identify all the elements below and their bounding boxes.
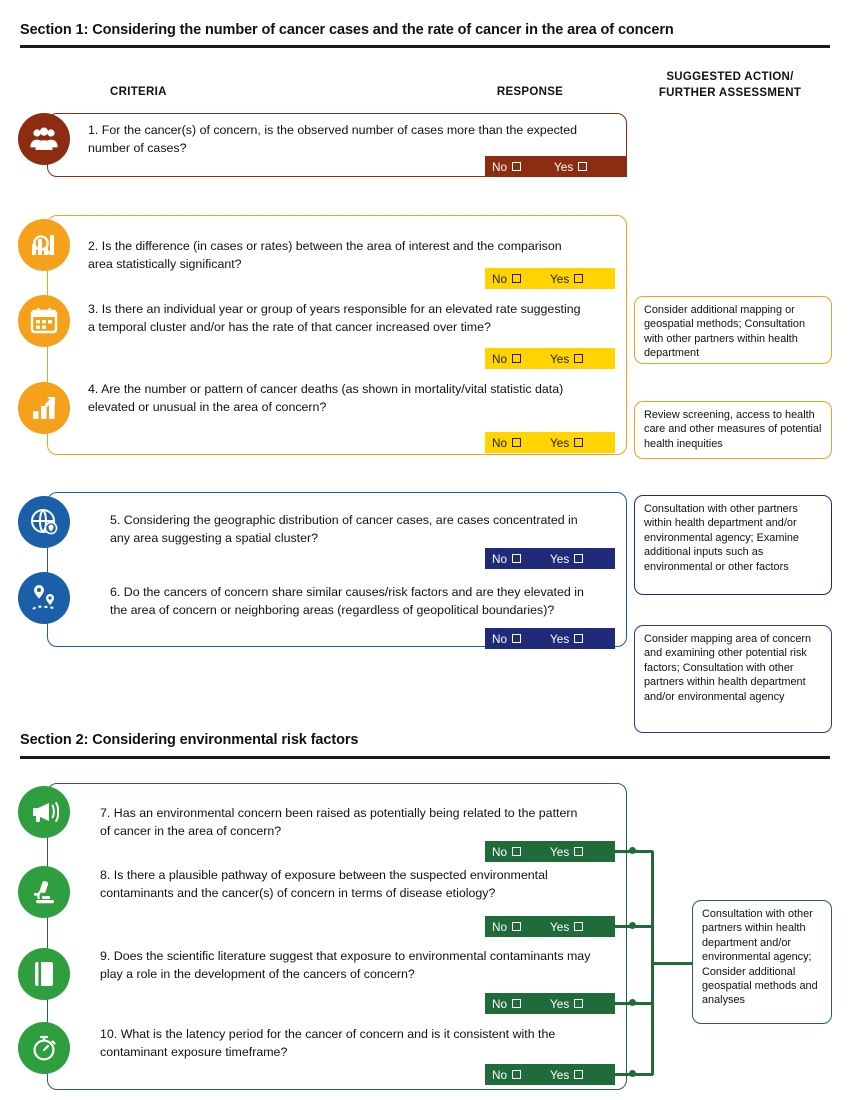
criteria-row-7 bbox=[100, 805, 590, 841]
connector-dot-9 bbox=[629, 999, 636, 1006]
response-no-2-label: No bbox=[492, 271, 508, 286]
icon-chart-magnifier bbox=[18, 219, 70, 271]
criteria-8-number: 8. bbox=[100, 868, 111, 882]
response-no-9[interactable] bbox=[485, 993, 543, 1014]
icon-globe-pin bbox=[18, 496, 70, 548]
criteria-10-text: What is the latency period for the cancer of concern and is it consistent with the contaminant exposure timeframe? bbox=[100, 1027, 556, 1059]
response-yes-6[interactable] bbox=[543, 628, 590, 649]
criteria-1-text: For the cancer(s) of concern, is the observed number of cases more than the expected number of cases? bbox=[88, 123, 578, 155]
response-yes-9-label: Yes bbox=[550, 996, 570, 1011]
response-criteria-10[interactable] bbox=[485, 1064, 615, 1085]
response-no-5-label: No bbox=[492, 551, 508, 566]
response-yes-8[interactable] bbox=[543, 916, 590, 937]
checkbox-yes-2[interactable] bbox=[574, 274, 583, 283]
criteria-1-number: 1. bbox=[88, 123, 99, 137]
response-criteria-4[interactable] bbox=[485, 432, 615, 453]
response-criteria-9[interactable] bbox=[485, 993, 615, 1014]
criteria-3-number: 3. bbox=[88, 302, 99, 316]
criteria-row-10 bbox=[100, 1026, 595, 1062]
response-no-6[interactable] bbox=[485, 628, 543, 649]
response-criteria-8[interactable] bbox=[485, 916, 615, 937]
response-criteria-6[interactable] bbox=[485, 628, 615, 649]
response-no-9-label: No bbox=[492, 996, 508, 1011]
criteria-8-text: Is there a plausible pathway of exposure between the suspected environmental contaminants and the cancer(s) of concern in terms of disease etiology? bbox=[100, 868, 548, 900]
response-yes-8-label: Yes bbox=[550, 919, 570, 934]
checkbox-yes-1[interactable] bbox=[578, 162, 587, 171]
response-yes-10-label: Yes bbox=[550, 1067, 570, 1082]
response-no-8-label: No bbox=[492, 919, 508, 934]
checkbox-yes-3[interactable] bbox=[574, 354, 583, 363]
note-navy-1: Consider mapping area of concern and examining other potential risk factors; Consultation with other partners within health department and/or environmental agency bbox=[634, 625, 832, 733]
criteria-row-6 bbox=[110, 584, 602, 620]
response-no-4[interactable] bbox=[485, 432, 543, 453]
criteria-4-number: 4. bbox=[88, 382, 99, 396]
checkbox-yes-6[interactable] bbox=[574, 634, 583, 643]
criteria-4-text: Are the number or pattern of cancer deaths (as shown in mortality/vital statistic data) elevated or unusual in the area of concern? bbox=[88, 382, 564, 414]
criteria-6-text: Do the cancers of concern share similar causes/risk factors and are they elevated in the area of concern or neighboring areas (regardless of geopolitical boundaries)? bbox=[110, 585, 584, 617]
icon-people-group bbox=[18, 113, 70, 165]
response-criteria-7[interactable] bbox=[485, 841, 615, 862]
criteria-3-text: Is there an individual year or group of years responsible for an elevated rate suggesting a temporal cluster and/or has the rate of that cancer increased over time? bbox=[88, 302, 581, 334]
checkbox-no-5[interactable] bbox=[512, 554, 521, 563]
response-criteria-5[interactable] bbox=[485, 548, 615, 569]
icon-stopwatch bbox=[18, 1022, 70, 1074]
checkbox-no-4[interactable] bbox=[512, 438, 521, 447]
criteria-7-text: Has an environmental concern been raised as potentially being related to the pattern of cancer in the area of concern? bbox=[100, 806, 578, 838]
response-no-7-label: No bbox=[492, 844, 508, 859]
response-no-7[interactable] bbox=[485, 841, 543, 862]
criteria-5-text: Considering the geographic distribution of cancer cases, are cases concentrated in any area suggesting a spatial cluster? bbox=[110, 513, 578, 545]
connector-dot-10 bbox=[629, 1070, 636, 1077]
response-criteria-2[interactable] bbox=[485, 268, 615, 289]
checkbox-yes-8[interactable] bbox=[574, 922, 583, 931]
icon-megaphone bbox=[18, 786, 70, 838]
response-yes-4-label: Yes bbox=[550, 435, 570, 450]
response-no-4-label: No bbox=[492, 435, 508, 450]
response-yes-7-label: Yes bbox=[550, 844, 570, 859]
response-yes-2[interactable] bbox=[543, 268, 590, 289]
icon-microscope bbox=[18, 866, 70, 918]
checkbox-yes-9[interactable] bbox=[574, 999, 583, 1008]
criteria-row-1 bbox=[88, 122, 588, 158]
note-green-1: Consultation with other partners within health department and/or environmental agency; Consider additional geospatial methods and analyses bbox=[692, 900, 832, 1024]
criteria-9-number: 9. bbox=[100, 949, 111, 963]
column-header-action-line2: FURTHER ASSESSMENT bbox=[658, 87, 802, 99]
section-1-title: Section 1: Considering the number of cancer cases and the rate of cancer in the area of concern bbox=[20, 22, 674, 38]
icon-map-pins bbox=[18, 572, 70, 624]
note-orange-1: Consider additional mapping or geospatial methods; Consultation with other partners within health department bbox=[634, 296, 832, 364]
response-yes-4[interactable] bbox=[543, 432, 590, 453]
response-yes-1-label: Yes bbox=[554, 159, 574, 174]
response-yes-1[interactable] bbox=[547, 156, 594, 177]
response-criteria-3[interactable] bbox=[485, 348, 615, 369]
checkbox-yes-4[interactable] bbox=[574, 438, 583, 447]
section-1-rule bbox=[20, 45, 830, 48]
column-header-criteria: CRITERIA bbox=[110, 86, 167, 98]
checkbox-no-2[interactable] bbox=[512, 274, 521, 283]
checkbox-no-7[interactable] bbox=[512, 847, 521, 856]
criteria-9-text: Does the scientific literature suggest that exposure to environmental contaminants may play a role in the development of the cancers of concern? bbox=[100, 949, 591, 981]
checkbox-yes-10[interactable] bbox=[574, 1070, 583, 1079]
response-yes-2-label: Yes bbox=[550, 271, 570, 286]
checkbox-no-10[interactable] bbox=[512, 1070, 521, 1079]
response-yes-9[interactable] bbox=[543, 993, 590, 1014]
response-no-1[interactable] bbox=[485, 156, 547, 177]
response-yes-3[interactable] bbox=[543, 348, 590, 369]
response-no-10-label: No bbox=[492, 1067, 508, 1082]
checkbox-yes-7[interactable] bbox=[574, 847, 583, 856]
response-yes-10[interactable] bbox=[543, 1064, 590, 1085]
checkbox-no-9[interactable] bbox=[512, 999, 521, 1008]
checkbox-no-6[interactable] bbox=[512, 634, 521, 643]
response-yes-3-label: Yes bbox=[550, 351, 570, 366]
icon-bar-chart-arrow bbox=[18, 382, 70, 434]
response-no-10[interactable] bbox=[485, 1064, 543, 1085]
checkbox-yes-5[interactable] bbox=[574, 554, 583, 563]
criteria-2-text: Is the difference (in cases or rates) between the area of interest and the comparison area statistically significant? bbox=[88, 239, 562, 271]
connector-dot-7 bbox=[629, 847, 636, 854]
section-2-rule bbox=[20, 756, 830, 759]
response-no-6-label: No bbox=[492, 631, 508, 646]
response-no-3-label: No bbox=[492, 351, 508, 366]
connector-dot-8 bbox=[629, 922, 636, 929]
criteria-7-number: 7. bbox=[100, 806, 111, 820]
criteria-row-4 bbox=[88, 381, 588, 417]
icon-calendar bbox=[18, 295, 70, 347]
response-yes-6-label: Yes bbox=[550, 631, 570, 646]
response-no-5[interactable] bbox=[485, 548, 543, 569]
response-yes-5[interactable] bbox=[543, 548, 590, 569]
connector-h-note bbox=[651, 962, 693, 965]
checkbox-no-1[interactable] bbox=[512, 162, 521, 171]
response-no-3[interactable] bbox=[485, 348, 543, 369]
column-header-action-line1: SUGGESTED ACTION/ bbox=[666, 71, 794, 83]
section-2-title: Section 2: Considering environmental risk factors bbox=[20, 732, 359, 748]
column-header-response: RESPONSE bbox=[496, 86, 564, 98]
response-criteria-1[interactable] bbox=[485, 156, 627, 177]
criteria-5-number: 5. bbox=[110, 513, 121, 527]
response-no-2[interactable] bbox=[485, 268, 543, 289]
icon-book bbox=[18, 948, 70, 1000]
response-no-1-label: No bbox=[492, 159, 508, 174]
response-yes-5-label: Yes bbox=[550, 551, 570, 566]
checkbox-no-3[interactable] bbox=[512, 354, 521, 363]
response-yes-7[interactable] bbox=[543, 841, 590, 862]
response-no-8[interactable] bbox=[485, 916, 543, 937]
note-blue-1: Consultation with other partners within health department and/or environmental agency; Examine additional inputs such as environmental or other factors bbox=[634, 495, 832, 595]
criteria-row-5 bbox=[110, 512, 590, 548]
criteria-row-9 bbox=[100, 948, 595, 984]
criteria-10-number: 10. bbox=[100, 1027, 118, 1041]
criteria-row-3 bbox=[88, 301, 588, 337]
note-orange-2: Review screening, access to health care and other measures of potential health inequities bbox=[634, 401, 832, 459]
criteria-2-number: 2. bbox=[88, 239, 99, 253]
criteria-6-number: 6. bbox=[110, 585, 121, 599]
checkbox-no-8[interactable] bbox=[512, 922, 521, 931]
criteria-row-8 bbox=[100, 867, 595, 903]
